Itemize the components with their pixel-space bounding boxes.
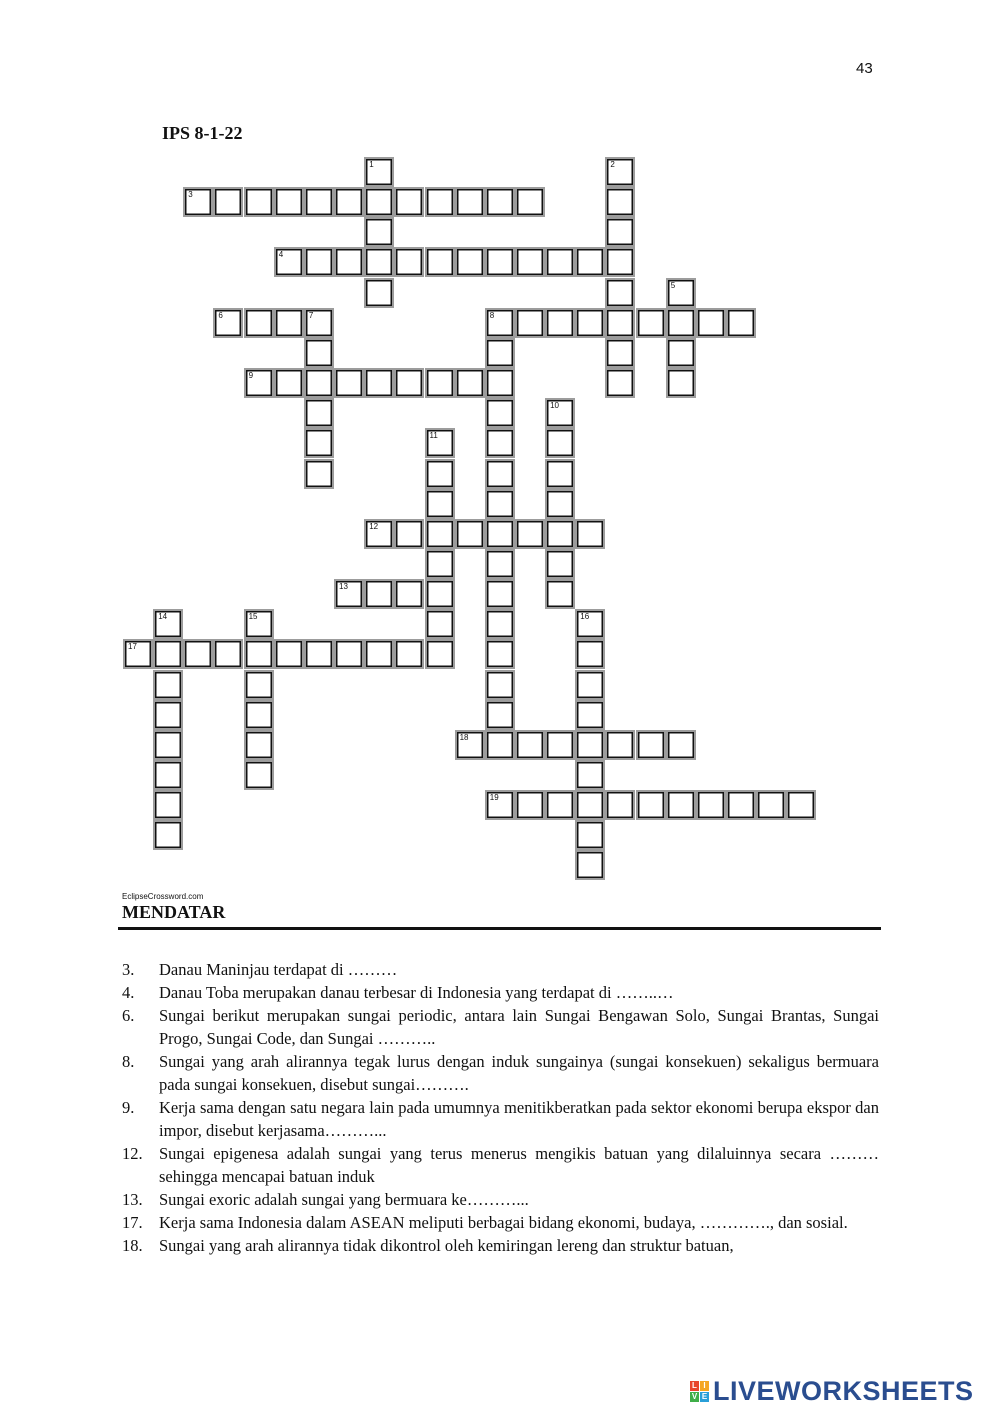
- crossword-cell[interactable]: [274, 187, 304, 217]
- crossword-cell[interactable]: [515, 730, 545, 760]
- crossword-cell[interactable]: [485, 579, 515, 609]
- clue-item: [122, 1188, 879, 1211]
- clue-item: [122, 981, 879, 1004]
- crossword-cell[interactable]: [304, 247, 334, 277]
- crossword-cell[interactable]: [274, 639, 304, 669]
- clue-number-label: 9: [248, 371, 254, 380]
- crossword-cell[interactable]: [636, 308, 666, 338]
- crossword-cell[interactable]: [425, 609, 455, 639]
- crossword-cell[interactable]: [575, 790, 605, 820]
- crossword-cell[interactable]: [183, 639, 213, 669]
- crossword-cell[interactable]: [394, 368, 424, 398]
- crossword-cell[interactable]: [605, 338, 635, 368]
- clue-number-label: 12: [369, 521, 379, 531]
- crossword-cell[interactable]: [394, 639, 424, 669]
- crossword-cell[interactable]: [364, 217, 394, 247]
- crossword-cell[interactable]: [696, 308, 726, 338]
- crossword-cell[interactable]: [636, 790, 666, 820]
- crossword-cell[interactable]: [334, 368, 364, 398]
- crossword-cell[interactable]: [425, 187, 455, 217]
- crossword-cell[interactable]: [605, 187, 635, 217]
- crossword-cell[interactable]: [213, 308, 243, 338]
- clue-number-label: 11: [429, 431, 438, 441]
- crossword-cell[interactable]: [425, 489, 455, 519]
- crossword-cell[interactable]: [485, 609, 515, 639]
- crossword-cell[interactable]: [244, 730, 274, 760]
- crossword-cell[interactable]: [545, 549, 575, 579]
- crossword-credit: EclipseCrossword.com: [122, 892, 204, 901]
- crossword-cell[interactable]: [545, 579, 575, 609]
- clue-number-label: 3: [188, 190, 193, 200]
- crossword-cell[interactable]: [183, 187, 213, 217]
- crossword-cell[interactable]: [334, 579, 364, 609]
- crossword-cell[interactable]: [485, 730, 515, 760]
- crossword-cell[interactable]: [425, 459, 455, 489]
- clue-number: 4.: [122, 983, 135, 1002]
- clue-number-label: 19: [489, 793, 499, 803]
- crossword-cell[interactable]: [364, 519, 394, 549]
- section-heading-mendatar: MENDATAR: [122, 902, 226, 922]
- crossword-cell[interactable]: [726, 790, 756, 820]
- crossword-cell[interactable]: [213, 639, 243, 669]
- crossword-cell[interactable]: [244, 700, 274, 730]
- clue-number: 6.: [122, 1006, 135, 1025]
- clue-item: [122, 1004, 879, 1050]
- crossword-cell[interactable]: [364, 639, 394, 669]
- clue-item: [122, 1096, 879, 1142]
- crossword-cell[interactable]: [274, 368, 304, 398]
- crossword-cell[interactable]: [485, 338, 515, 368]
- crossword-cell[interactable]: [485, 308, 515, 338]
- crossword-cell[interactable]: [545, 428, 575, 458]
- crossword-cell[interactable]: [605, 790, 635, 820]
- clue-text: Danau Maninjau terdapat di ………: [159, 960, 398, 979]
- crossword-cell[interactable]: [545, 730, 575, 760]
- liveworksheets-brand: [690, 1376, 974, 1407]
- crossword-cell[interactable]: [575, 730, 605, 760]
- crossword-cell[interactable]: [425, 639, 455, 669]
- clue-number: 9.: [122, 1098, 135, 1117]
- clue-number-label: 13: [339, 582, 348, 592]
- crossword-cell[interactable]: [515, 308, 545, 338]
- crossword-cell[interactable]: [274, 247, 304, 277]
- crossword-cell[interactable]: [364, 157, 394, 187]
- crossword-cell[interactable]: [485, 639, 515, 669]
- crossword-cell[interactable]: [605, 247, 635, 277]
- crossword-cell[interactable]: [244, 670, 274, 700]
- crossword-cell[interactable]: [153, 609, 183, 639]
- crossword-cell[interactable]: [485, 247, 515, 277]
- crossword-cell[interactable]: [153, 820, 183, 850]
- crossword-cell[interactable]: [575, 760, 605, 790]
- page-number: 43: [856, 60, 873, 77]
- crossword-cell[interactable]: [394, 247, 424, 277]
- crossword-cell[interactable]: [545, 459, 575, 489]
- crossword-cell[interactable]: [153, 730, 183, 760]
- crossword-cell[interactable]: [575, 519, 605, 549]
- crossword-cell[interactable]: [153, 790, 183, 820]
- crossword-cell[interactable]: [515, 790, 545, 820]
- crossword-cell[interactable]: [485, 670, 515, 700]
- crossword-cell[interactable]: [425, 519, 455, 549]
- clue-item: [122, 958, 879, 981]
- crossword-cell[interactable]: [153, 700, 183, 730]
- crossword-cell[interactable]: [575, 700, 605, 730]
- crossword-cell[interactable]: [575, 820, 605, 850]
- crossword-cell[interactable]: [153, 639, 183, 669]
- crossword-cell[interactable]: [575, 247, 605, 277]
- clue-number-label: 2: [610, 160, 615, 169]
- crossword-cell[interactable]: [304, 187, 334, 217]
- crossword-cell[interactable]: [304, 398, 334, 428]
- clue-number-label: 16: [580, 612, 590, 622]
- clue-number: 13.: [122, 1190, 143, 1209]
- worksheet-title: IPS 8-1-22: [162, 123, 243, 143]
- crossword-cell[interactable]: [244, 308, 274, 338]
- clue-text: Sungai yang arah alirannya tidak dikontrol oleh kemiringan lereng dan struktur batuan,: [159, 1236, 734, 1255]
- crossword-cell[interactable]: [304, 639, 334, 669]
- crossword-cell[interactable]: [485, 428, 515, 458]
- clue-text: Sungai exoric adalah sungai yang bermuara ke………...: [159, 1190, 529, 1209]
- crossword-cell[interactable]: [545, 308, 575, 338]
- crossword-cell[interactable]: [244, 639, 274, 669]
- crossword-cell[interactable]: [605, 157, 635, 187]
- crossword-cell[interactable]: [334, 639, 364, 669]
- crossword-cell[interactable]: [545, 519, 575, 549]
- crossword-cell[interactable]: [636, 730, 666, 760]
- crossword-cell[interactable]: [545, 489, 575, 519]
- crossword-cell[interactable]: [304, 428, 334, 458]
- clue-number-label: 10: [550, 401, 559, 411]
- crossword-cell[interactable]: [394, 187, 424, 217]
- crossword-cell[interactable]: [334, 247, 364, 277]
- crossword-cell[interactable]: [666, 368, 696, 398]
- crossword-cell[interactable]: [153, 670, 183, 700]
- logo-letter: L: [690, 1381, 699, 1391]
- crossword-cell[interactable]: [304, 308, 334, 338]
- liveworksheets-logo-icon: [690, 1381, 709, 1402]
- crossword-cell[interactable]: [455, 187, 485, 217]
- crossword-cell[interactable]: [485, 549, 515, 579]
- crossword-cell[interactable]: [364, 187, 394, 217]
- crossword-cell[interactable]: [244, 368, 274, 398]
- crossword-cell[interactable]: [244, 760, 274, 790]
- crossword-cell[interactable]: [696, 790, 726, 820]
- crossword-cell[interactable]: [244, 609, 274, 639]
- logo-letter: V: [691, 1392, 698, 1401]
- clue-item: [122, 1234, 879, 1257]
- crossword-cell[interactable]: [485, 459, 515, 489]
- clue-text: Sungai berikut merupakan sungai periodic, antara lain Sungai Bengawan Solo, Sungai Brantas, Sungai Progo, Sungai Code, dan Sungai ………..: [159, 1006, 879, 1048]
- logo-letter: I: [700, 1381, 709, 1391]
- clue-item: [122, 1211, 879, 1234]
- crossword-cell[interactable]: [605, 217, 635, 247]
- clue-number-label: 14: [158, 612, 168, 622]
- clue-text: Sungai yang arah alirannya tegak lurus dengan induk sungainya (sungai konsekuen) sekaligus bermuara pada sungai konsekuen, disebut sungai……….: [159, 1052, 879, 1094]
- crossword-cell[interactable]: [455, 519, 485, 549]
- clue-text: Sungai epigenesa adalah sungai yang terus menerus mengikis batuan yang dilaluinnya secara ……… sehingga mencapai batuan induk: [159, 1144, 879, 1186]
- crossword-cell[interactable]: [455, 368, 485, 398]
- crossword-cell[interactable]: [274, 308, 304, 338]
- crossword-cell[interactable]: [666, 338, 696, 368]
- crossword-cell[interactable]: [244, 187, 274, 217]
- crossword-cell[interactable]: [425, 368, 455, 398]
- crossword-cell[interactable]: [394, 519, 424, 549]
- crossword-cell[interactable]: [575, 670, 605, 700]
- crossword-cell[interactable]: [425, 579, 455, 609]
- crossword-cell[interactable]: [455, 247, 485, 277]
- crossword-cell[interactable]: [394, 579, 424, 609]
- crossword-cell[interactable]: [485, 187, 515, 217]
- crossword-cell[interactable]: [666, 308, 696, 338]
- crossword-cell[interactable]: [364, 278, 394, 308]
- crossword-cell[interactable]: [786, 790, 816, 820]
- crossword-cell[interactable]: [545, 790, 575, 820]
- clue-text: Kerja sama Indonesia dalam ASEAN meliputi berbagai bidang ekonomi, budaya, …………., dan sosial.: [159, 1213, 848, 1232]
- crossword-cell[interactable]: [515, 247, 545, 277]
- crossword-cell[interactable]: [455, 730, 485, 760]
- crossword-cell[interactable]: [605, 730, 635, 760]
- clue-number-label: 15: [248, 612, 258, 622]
- crossword-cell[interactable]: [213, 187, 243, 217]
- crossword-cell[interactable]: [756, 790, 786, 820]
- clue-number-label: 7: [308, 310, 314, 320]
- crossword-cell[interactable]: [575, 308, 605, 338]
- crossword-cell[interactable]: [485, 790, 515, 820]
- crossword-cell[interactable]: [304, 338, 334, 368]
- crossword-cell[interactable]: [515, 187, 545, 217]
- crossword-cell[interactable]: [545, 247, 575, 277]
- crossword-cell[interactable]: [666, 278, 696, 308]
- clue-list: [122, 958, 879, 1257]
- clue-number: 18.: [122, 1236, 143, 1255]
- crossword-cell[interactable]: [545, 398, 575, 428]
- clue-item: [122, 1050, 879, 1096]
- crossword-cell[interactable]: [666, 730, 696, 760]
- crossword-cell[interactable]: [515, 519, 545, 549]
- crossword-cell[interactable]: [605, 278, 635, 308]
- clue-number-label: 5: [670, 280, 676, 290]
- clue-text: Kerja sama dengan satu negara lain pada umumnya menitikberatkan pada sektor ekonomi berupa ekspor dan impor, disebut kerjasama………...: [159, 1098, 879, 1140]
- crossword-cell[interactable]: [425, 428, 455, 458]
- crossword-cell[interactable]: [575, 609, 605, 639]
- crossword-cell[interactable]: [364, 579, 394, 609]
- crossword-cell[interactable]: [304, 459, 334, 489]
- heading-divider: [118, 927, 881, 930]
- clue-number-label: 6: [218, 310, 223, 320]
- crossword-cell[interactable]: [123, 639, 153, 669]
- crossword-cell[interactable]: [605, 368, 635, 398]
- crossword-cell[interactable]: [485, 489, 515, 519]
- crossword-cell[interactable]: [485, 368, 515, 398]
- clue-number-label: 18: [459, 732, 469, 742]
- clue-number-label: 4: [278, 250, 284, 260]
- crossword-cell[interactable]: [304, 368, 334, 398]
- brand-name: LIVEWORKSHEETS: [713, 1376, 974, 1406]
- clue-number-label: 17: [128, 642, 137, 652]
- clue-item: [122, 1142, 879, 1188]
- clue-number: 3.: [122, 960, 135, 979]
- clue-number: 8.: [122, 1052, 135, 1071]
- clue-number-label: 8: [489, 310, 495, 320]
- crossword-cell[interactable]: [666, 790, 696, 820]
- crossword-cell[interactable]: [726, 308, 756, 338]
- clue-number: 17.: [122, 1213, 143, 1232]
- crossword-cell[interactable]: [485, 700, 515, 730]
- crossword-cell[interactable]: [364, 247, 394, 277]
- crossword-cell[interactable]: [605, 308, 635, 338]
- clue-text: Danau Toba merupakan danau terbesar di Indonesia yang terdapat di ……..…: [159, 983, 674, 1002]
- crossword-cell[interactable]: [364, 368, 394, 398]
- crossword-cell[interactable]: [485, 398, 515, 428]
- crossword-cell[interactable]: [575, 850, 605, 880]
- crossword-cell[interactable]: [425, 247, 455, 277]
- crossword-cell[interactable]: [334, 187, 364, 217]
- crossword-cell[interactable]: [153, 760, 183, 790]
- crossword-cell[interactable]: [425, 549, 455, 579]
- crossword-cell[interactable]: [485, 519, 515, 549]
- clue-number: 12.: [122, 1144, 143, 1163]
- clue-number-label: 1: [369, 160, 374, 169]
- logo-letter: E: [701, 1392, 708, 1401]
- crossword-cell[interactable]: [575, 639, 605, 669]
